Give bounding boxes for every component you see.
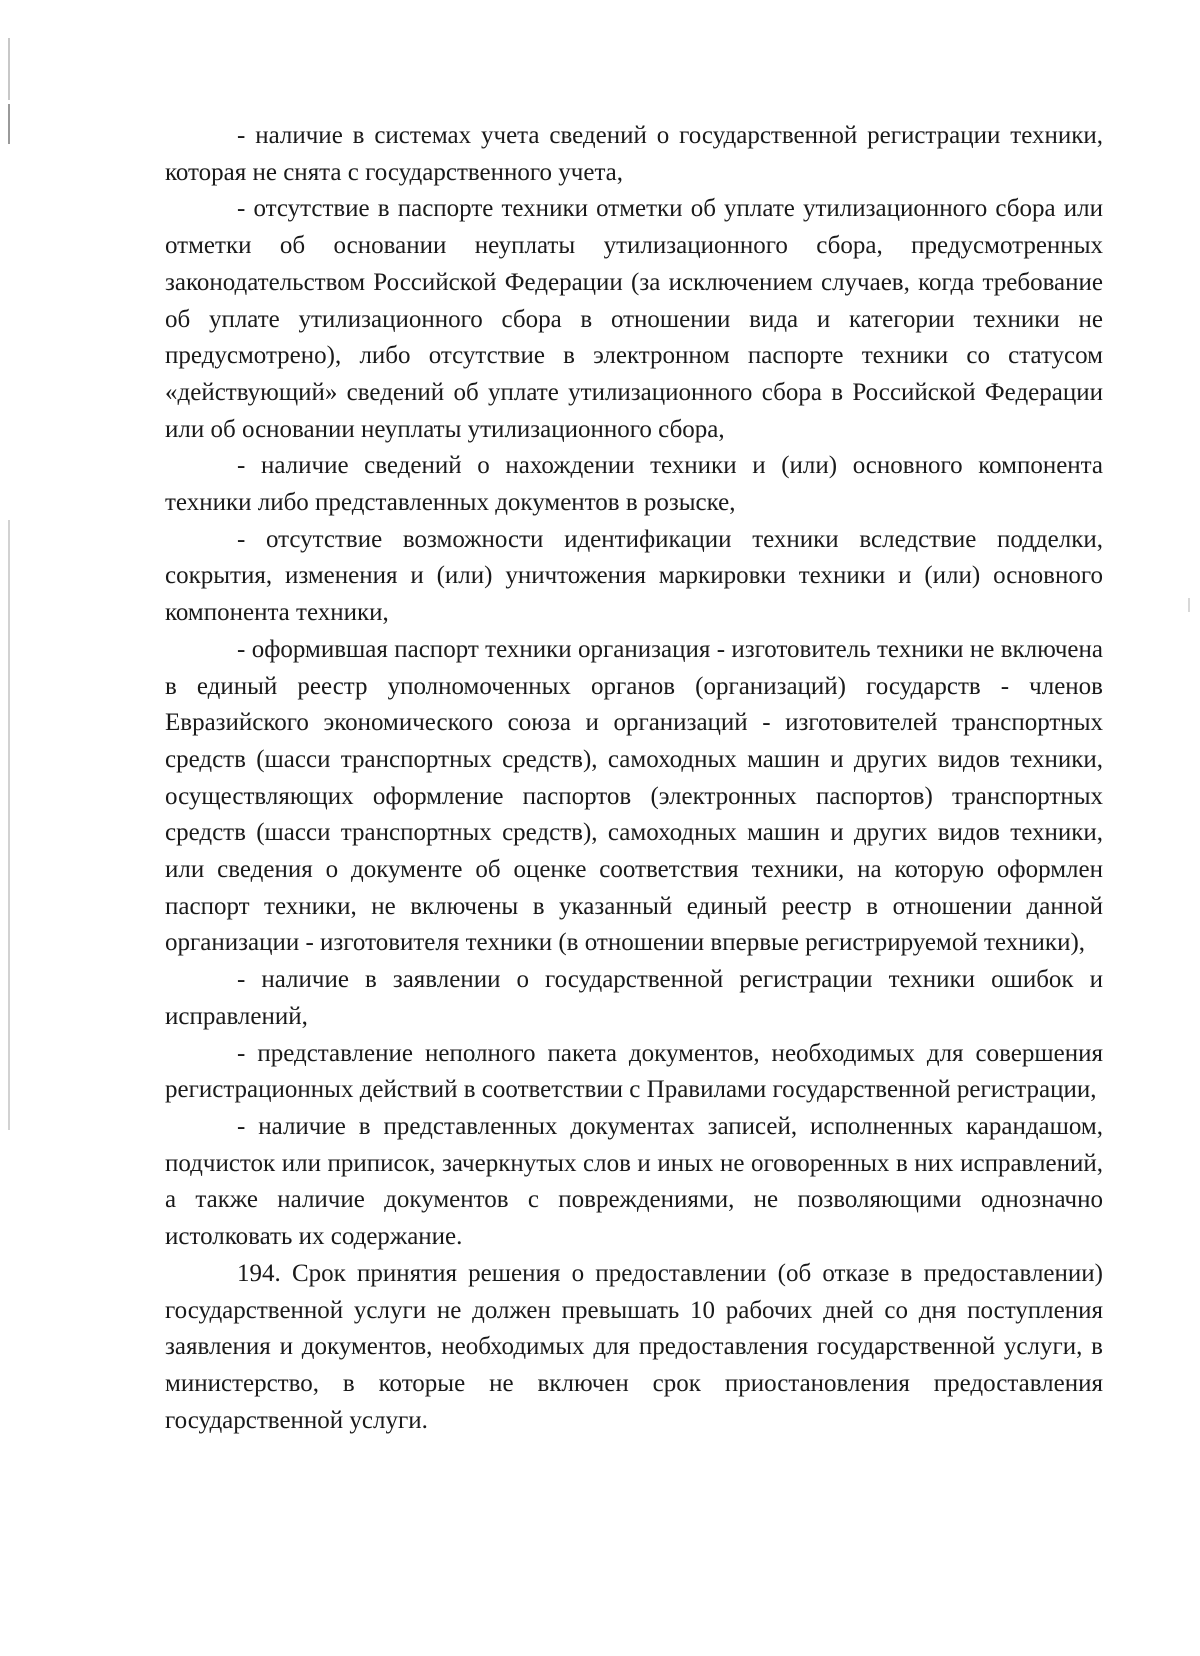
paragraph-manufacturer-registry: - оформившая паспорт техники организация - изготовитель техники не включена в единый реестр уполномоченных органов (организаций) государств - членов Евразийского экономического союза и организаций - изготовителей транспортных средств (шасси транспортных средств), самоходных машин и других видов техники, осуществляющих оформление паспортов (электронных паспортов) транспортных средств (шасси транспортных средств), самоходных машин и других видов техники, или сведения о документе об оценке соответствия техники, на которую оформлен паспорт техники, не включены в указанный единый реестр в отношении данной организации - изготовителя техники (в отношении впервые регистрируемой техники), (165, 635, 1103, 957)
paragraph-incomplete-documents: - представление неполного пакета документов, необходимых для совершения регистрационных действий в соответствии с Правилами государственной регистрации, (165, 1039, 1103, 1104)
scan-artifact (1188, 598, 1190, 612)
paragraph-194-decision-term: 194. Срок принятия решения о предоставлении (об отказе в предоставлении) государственной услуги не должен превышать 10 рабочих дней со дня поступления заявления и документов, необходимых для предоставления государственной услуги, в министерство, в которые не включен срок приостановления предоставления государственной услуги. (165, 1259, 1103, 1434)
scan-edge-mark (8, 38, 10, 100)
paragraph-identification: - отсутствие возможности идентификации техники вследствие подделки, сокрытия, изменения и (или) уничтожения маркировки техники и (или) основного компонента техники, (165, 525, 1103, 627)
paragraph-wanted-search: - наличие сведений о нахождении техники и (или) основного компонента техники либо представленных документов в розыске, (165, 452, 1103, 517)
paragraph-document-corrections: - наличие в представленных документах записей, исполненных карандашом, подчисток или приписок, зачеркнутых слов и иных не оговоренных в них исправлений, а также наличие документов с повреждениями, не позволяющими однозначно истолковать их содержание. (165, 1112, 1103, 1251)
scan-edge-mark (8, 104, 10, 144)
paragraph-application-errors: - наличие в заявлении о государственной регистрации техники ошибок и исправлений, (165, 966, 1103, 1030)
document-body (165, 118, 1103, 1439)
paragraph-recycling-fee: - отсутствие в паспорте техники отметки об уплате утилизационного сбора или отметки об основании неуплаты утилизационного сбора, предусмотренных законодательством Российской Федерации (за исключением случаев, когда требование об уплате утилизационного сбора в отношении вида и категории техники не предусмотрено), либо отсутствие в электронном паспорте техники со статусом «действующий» сведений об уплате утилизационного сбора в Российской Федерации или об основании неуплаты утилизационного сбора, (165, 195, 1103, 443)
paragraph-registered-elsewhere: - наличие в системах учета сведений о государственной регистрации техники, которая не снята с государственного учета, (165, 122, 1103, 186)
scan-edge-mark (8, 520, 10, 1130)
